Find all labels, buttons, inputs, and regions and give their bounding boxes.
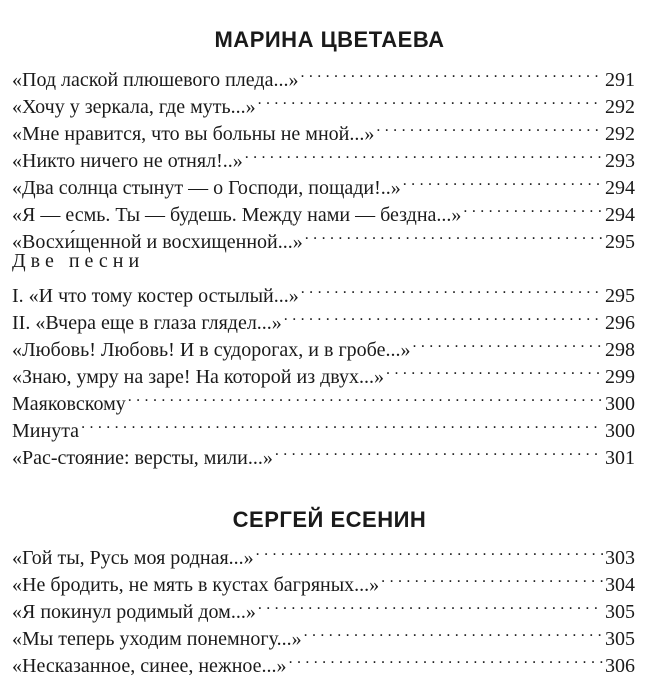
toc-entry-page-number: 296 bbox=[605, 312, 635, 334]
dot-leader bbox=[376, 113, 603, 140]
toc-entry-page-number: 303 bbox=[605, 547, 635, 569]
toc-entry-page-number: 295 bbox=[605, 285, 635, 307]
toc-entry-title: «Несказанное, синее, нежное...» bbox=[12, 655, 287, 677]
toc-entry-page-number: 291 bbox=[605, 69, 635, 91]
toc-entry[interactable] bbox=[12, 59, 635, 91]
toc-entry-title: «Никто ничего не отнял!..» bbox=[12, 150, 243, 172]
toc-entry-title: «Я покинул родимый дом...» bbox=[12, 601, 256, 623]
toc-entry-title: «Рас-стояние: версты, мили...» bbox=[12, 447, 273, 469]
dot-leader bbox=[305, 221, 603, 248]
dot-leader bbox=[256, 537, 603, 564]
dot-leader bbox=[128, 383, 603, 410]
dot-leader bbox=[386, 356, 603, 383]
toc-entry-page-number: 300 bbox=[605, 420, 635, 442]
toc-entry-title: «Я — есмь. Ты — будешь. Между нами — бездна...» bbox=[12, 204, 462, 226]
dot-leader bbox=[304, 618, 603, 645]
dot-leader bbox=[463, 194, 603, 221]
toc-entry-title: Минута bbox=[12, 420, 80, 442]
toc-entry-title: «Под лаской плюшевого пледа...» bbox=[12, 69, 299, 91]
toc-entry-title: II. «Вчера еще в глаза глядел...» bbox=[12, 312, 282, 334]
toc-entry[interactable] bbox=[12, 437, 635, 469]
section-title-tsvetaeva: МАРИНА ЦВЕТАЕВА bbox=[214, 27, 445, 52]
toc-entry-page-number: 304 bbox=[605, 574, 635, 596]
dot-leader bbox=[289, 645, 603, 672]
toc-entry-page-number: 292 bbox=[605, 96, 635, 118]
section-title-esenin: СЕРГЕЙ ЕСЕНИН bbox=[232, 507, 427, 532]
toc-entry-title: «Хочу у зеркала, где муть...» bbox=[12, 96, 256, 118]
toc-entry-page-number: 293 bbox=[605, 150, 635, 172]
toc-list-esenin bbox=[12, 537, 635, 677]
toc-entry-page-number: 306 bbox=[605, 655, 635, 677]
toc-entry-page-number: 298 bbox=[605, 339, 635, 361]
toc-entry-page-number: 294 bbox=[605, 177, 635, 199]
toc-entry-title: I. «И что тому костер остылый...» bbox=[12, 285, 299, 307]
toc-entry-title: «Любовь! Любовь! И в судорогах, и в гробе...» bbox=[12, 339, 411, 361]
dot-leader bbox=[301, 275, 603, 302]
toc-list-tsvetaeva bbox=[12, 59, 635, 469]
dot-leader bbox=[403, 167, 603, 194]
toc-entry-page-number: 300 bbox=[605, 393, 635, 415]
toc-group-heading: Две песни bbox=[12, 250, 145, 272]
toc-entry-page-number: 295 bbox=[605, 231, 635, 253]
toc-entry-title: «Гой ты, Русь моя родная...» bbox=[12, 547, 254, 569]
toc-entry-title: «Мы теперь уходим понемногу...» bbox=[12, 628, 302, 650]
toc-entry-page-number: 294 bbox=[605, 204, 635, 226]
toc-entry-page-number: 301 bbox=[605, 447, 635, 469]
toc-entry-title: «Знаю, умру на заре! На которой из двух...» bbox=[12, 366, 385, 388]
toc-entry-title: «Не бродить, не мять в кустах багряных...» bbox=[12, 574, 380, 596]
toc-entry[interactable] bbox=[12, 275, 635, 307]
toc-entry-page-number: 305 bbox=[605, 628, 635, 650]
toc-entry-page-number: 299 bbox=[605, 366, 635, 388]
toc-entry[interactable] bbox=[12, 537, 635, 569]
dot-leader bbox=[275, 437, 603, 464]
toc-entry-page-number: 292 bbox=[605, 123, 635, 145]
dot-leader bbox=[412, 329, 603, 356]
toc-entry-title: «Восхи́щенной и восхищенной...» bbox=[12, 231, 303, 253]
toc-entry-title: «Мне нравится, что вы больны не мной...» bbox=[12, 123, 375, 145]
dot-leader bbox=[284, 302, 603, 329]
dot-leader bbox=[81, 410, 603, 437]
dot-leader bbox=[381, 564, 603, 591]
dot-leader bbox=[245, 140, 603, 167]
toc-entry[interactable] bbox=[12, 410, 635, 442]
toc-entry-title: «Два солнца стынут — о Господи, пощади!..» bbox=[12, 177, 401, 199]
dot-leader bbox=[300, 59, 603, 86]
dot-leader bbox=[258, 86, 603, 113]
toc-entry-page-number: 305 bbox=[605, 601, 635, 623]
toc-entry-title: Маяковскому bbox=[12, 393, 126, 415]
dot-leader bbox=[258, 591, 603, 618]
